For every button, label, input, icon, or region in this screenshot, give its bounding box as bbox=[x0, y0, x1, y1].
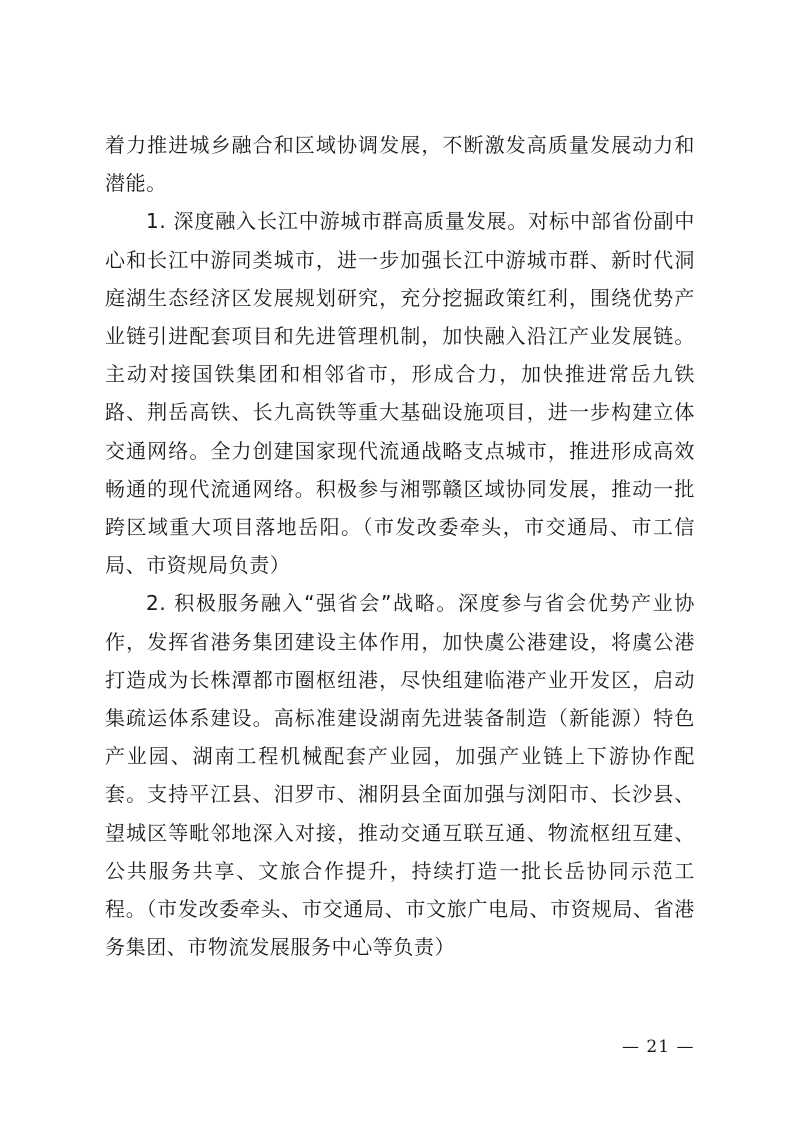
paragraph-item-1: 1. 深度融入长江中游城市群高质量发展。对标中部省份副中心和长江中游同类城市，进一步加强长江中游城市群、新时代洞庭湖生态经济区发展规划研究，充分挖掘政策红利，围绕优势产业链引进配套项目和先进管理机制，加快融入沿江产业发展链。主动对接国铁集团和相邻省市，形成合力，加快推进常岳九铁路、荆岳高铁、长九高铁等重大基础设施项目，进一步构建立体交通网络。全力创建国家现代流通战略支点城市，推进形成高效畅通的现代流通网络。积极参与湘鄂赣区域协同发展，推动一批跨区域重大项目落地岳阳。（市发改委牵头，市交通局、市工信局、市资规局负责） bbox=[105, 209, 695, 578]
page-number: — 21 — bbox=[622, 1037, 695, 1057]
body-text bbox=[105, 126, 695, 966]
paragraph-item-2: 2. 积极服务融入“强省会”战略。深度参与省会优势产业协作，发挥省港务集团建设主体作用，加快虞公港建设，将虞公港打造成为长株潭都市圈枢纽港，尽快组建临港产业开发区，启动集疏运体系建设。高标准建设湖南先进装备制造（新能源）特色产业园、湖南工程机械配套产业园，加强产业链上下游协作配套。支持平江县、汨罗市、湘阴县全面加强与浏阳市、长沙县、望城区等毗邻地深入对接，推动交通互联互通、物流枢纽互建、公共服务共享、文旅合作提升，持续打造一批长岳协同示范工程。（市发改委牵头、市交通局、市文旅广电局、市资规局、省港务集团、市物流发展服务中心等负责） bbox=[105, 591, 695, 960]
paragraph-continuation: 着力推进城乡融合和区域协调发展，不断激发高质量发展动力和潜能。 bbox=[105, 133, 695, 196]
